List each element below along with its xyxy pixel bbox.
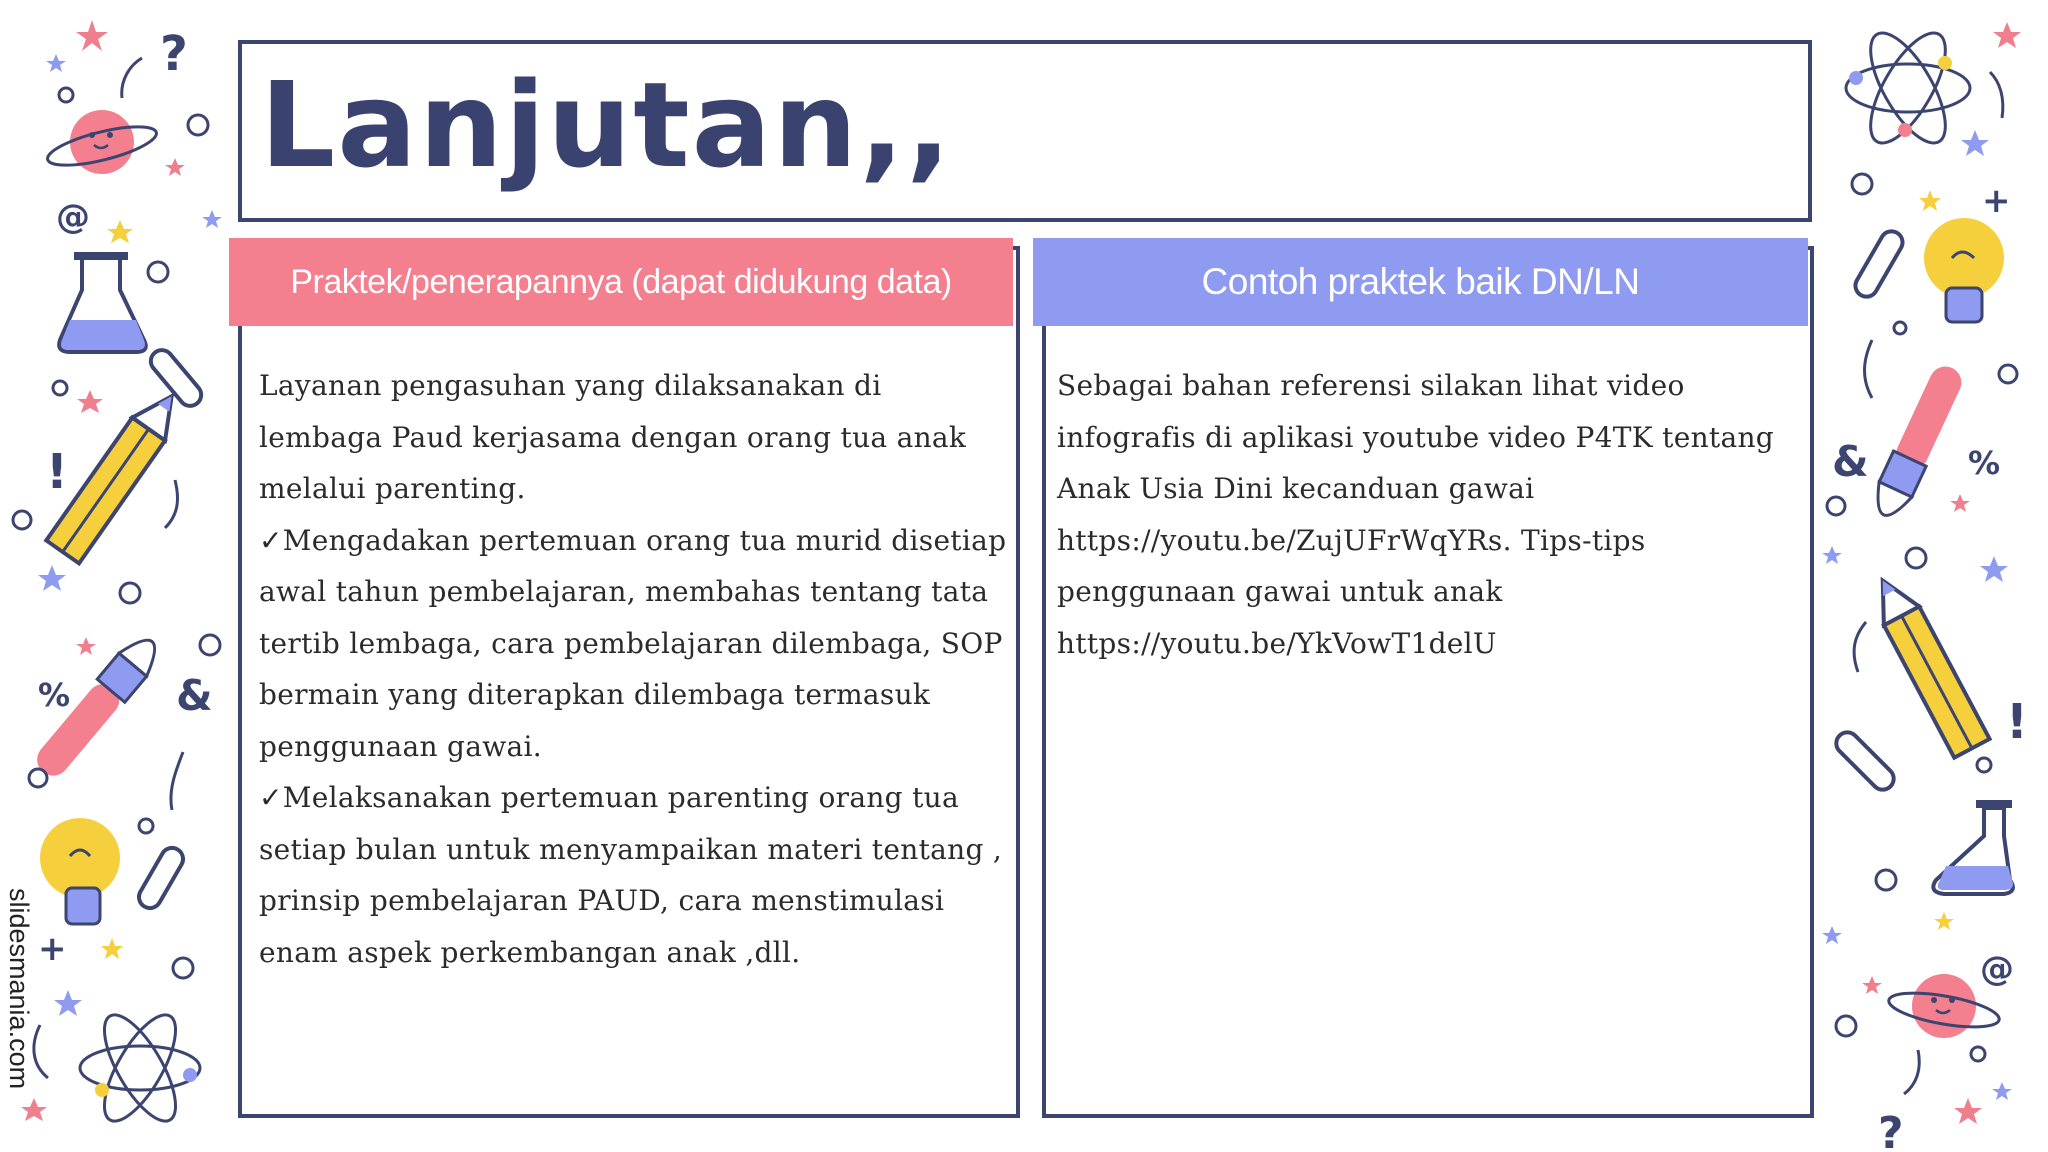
ampersand-icon: & (176, 671, 213, 720)
circle-icon (1894, 322, 1906, 334)
star-icon (101, 938, 123, 959)
circle-icon (1971, 1047, 1985, 1061)
atom-icon (80, 1005, 200, 1131)
star-icon (107, 220, 133, 243)
circle-icon (1906, 548, 1926, 568)
circle-icon (173, 958, 193, 978)
at-icon: @ (1980, 949, 2014, 989)
exclamation-icon: ! (2006, 694, 2028, 750)
circle-icon (139, 819, 153, 833)
link-line[interactable]: https://youtu.be/ZujUFrWqYRs. Tips-tips (1057, 523, 1646, 557)
star-icon (76, 20, 108, 51)
lightbulb-icon (1924, 218, 2004, 322)
circle-icon (120, 583, 140, 603)
page-title: Lanjutan,, (260, 56, 953, 194)
circle-icon (1876, 870, 1896, 890)
text-line: tertib lembaga, cara pembelajaran dilembaga, SOP (259, 626, 1003, 660)
paperclip-icon (135, 844, 187, 912)
star-icon (1980, 556, 2008, 582)
text-line: setiap bulan untuk menyampaikan materi tentang , (259, 832, 1003, 866)
star-icon (202, 210, 222, 228)
star-icon (1862, 976, 1882, 994)
paperclip-icon (146, 346, 205, 411)
star-icon (1950, 494, 1970, 512)
text-line: penggunaan gawai. (259, 729, 542, 763)
title-box (238, 40, 1812, 222)
at-icon: @ (56, 197, 90, 237)
star-icon (1993, 22, 2021, 48)
text-line: bermain yang diterapkan dilembaga termasuk (259, 678, 931, 711)
text-line: melalui parenting. (259, 472, 526, 505)
arrow-icon (1904, 1050, 1919, 1094)
text-line: awal tahun pembelajaran, membahas tentang tata (259, 575, 989, 608)
text-line: enam aspek perkembangan anak ,dll. (259, 935, 801, 969)
planet-icon (44, 110, 159, 174)
paperclip-icon (1832, 728, 1898, 794)
link-line[interactable]: https://youtu.be/YkVowT1delU (1057, 626, 1497, 660)
percent-icon: % (38, 676, 71, 714)
right-panel-header: Contoh praktek baik DN/LN (1033, 238, 1808, 326)
star-icon (21, 1098, 47, 1121)
star-icon (46, 54, 66, 72)
arrow-icon (171, 752, 183, 810)
circle-icon (59, 88, 73, 102)
flask-icon (1933, 800, 2013, 894)
circle-icon (1999, 365, 2017, 383)
right-panel-body (1057, 360, 1797, 669)
star-icon (1992, 1082, 2012, 1100)
circle-icon (13, 511, 31, 529)
paperclip-icon (1851, 227, 1906, 300)
text-line: ✓Mengadakan pertemuan orang tua murid disetiap (259, 523, 1007, 557)
left-panel-body (259, 360, 1007, 978)
ampersand-icon: & (1832, 437, 1869, 486)
arrow-icon (1990, 72, 2003, 118)
circle-icon (1852, 174, 1872, 194)
arrow-icon (165, 480, 178, 528)
circle-icon (1977, 758, 1991, 772)
text-line: prinsip pembelajaran PAUD, cara menstimulasi (259, 884, 945, 917)
star-icon (38, 565, 66, 591)
brush-icon (1867, 360, 1968, 522)
arrow-icon (122, 58, 142, 98)
text-line: lembaga Paud kerjasama dengan orang tua anak (259, 420, 967, 454)
circle-icon (1836, 1016, 1856, 1036)
circle-icon (53, 381, 67, 395)
arrow-icon (1865, 340, 1873, 398)
star-icon (165, 158, 185, 176)
star-icon (1961, 130, 1989, 156)
left-panel-header: Praktek/penerapannya (dapat didukung data) (229, 238, 1013, 326)
percent-icon: % (1968, 444, 2001, 482)
question-icon: ? (1878, 1108, 1904, 1152)
circle-icon (148, 262, 168, 282)
pencil-icon (1865, 571, 1990, 758)
atom-icon (1846, 22, 1970, 153)
star-icon (1822, 926, 1842, 944)
circle-icon (200, 635, 220, 655)
star-icon (54, 990, 82, 1016)
star-icon (1934, 912, 1954, 930)
arrow-icon (34, 1025, 48, 1078)
lightbulb-icon (40, 818, 120, 924)
text-line: Sebagai bahan referensi silakan lihat video (1057, 369, 1685, 402)
star-icon (1822, 546, 1842, 564)
text-line: ✓Melaksanakan pertemuan parenting orang tua (259, 781, 959, 814)
text-line: infografis di aplikasi youtube video P4TK tentang (1057, 420, 1775, 454)
text-line: Anak Usia Dini kecanduan gawai (1057, 472, 1535, 505)
text-line: penggunaan gawai untuk anak (1057, 575, 1503, 608)
text-line: Layanan pengasuhan yang dilaksanakan di (259, 369, 882, 402)
circle-icon (1827, 497, 1845, 515)
flask-icon (59, 252, 146, 352)
circle-icon (188, 115, 208, 135)
circle-icon (29, 769, 47, 787)
plus-icon: + (38, 929, 67, 969)
star-icon (1919, 190, 1941, 211)
question-icon: ? (160, 26, 188, 82)
plus-icon: + (1982, 181, 2011, 221)
star-icon (76, 637, 96, 655)
star-icon (1954, 1098, 1982, 1124)
arrow-icon (1854, 622, 1866, 672)
star-icon (77, 390, 103, 413)
exclamation-icon: ! (46, 444, 68, 500)
credit-text[interactable]: slidesmania.com (4, 888, 34, 1090)
